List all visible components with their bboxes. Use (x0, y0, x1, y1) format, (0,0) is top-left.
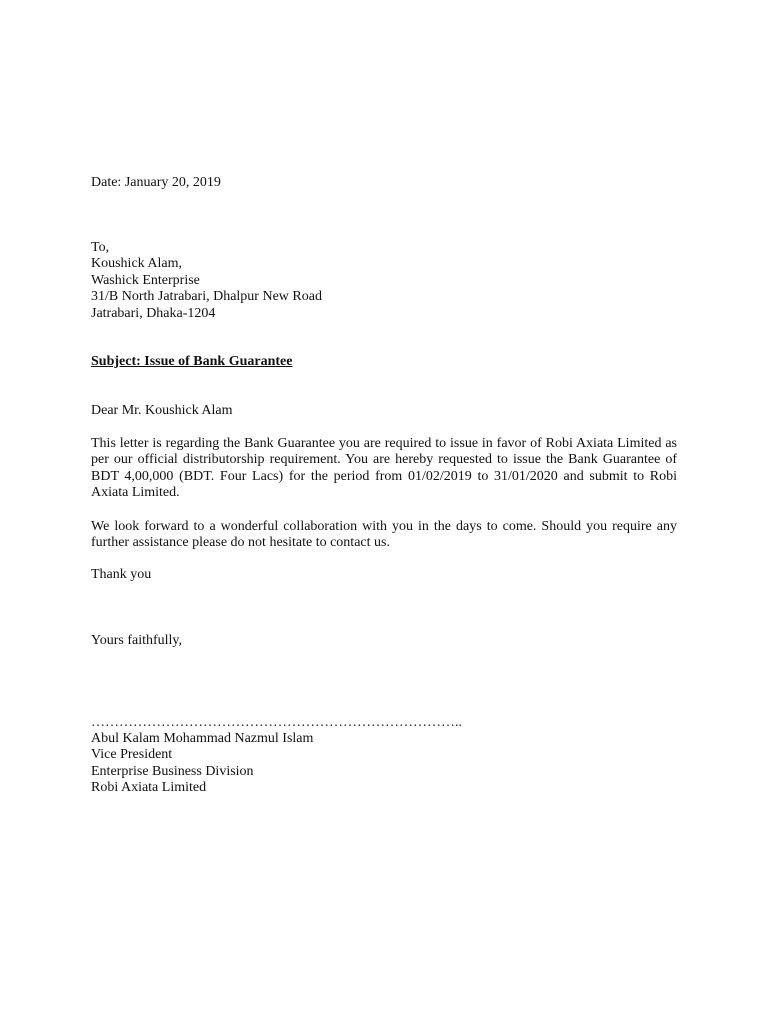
signature-line: …………………………………………………………………….. (91, 715, 462, 730)
recipient-company: Washick Enterprise (91, 272, 200, 288)
letter-paragraph-1: This letter is regarding the Bank Guarantee you are required to issue in favor of Robi Axiata Limited as per our official distributorship requirement. You are hereby requested to issue the Bank Guarantee of BDT 4,00,000 (BDT. Four Lacs) for the period from 01/02/2019 to 31/01/2020 and submit to Robi Axiata Limited. (91, 436, 677, 501)
signatory-title: Vice President (91, 747, 173, 763)
signatory-name: Abul Kalam Mohammad Nazmul Islam (91, 731, 314, 746)
letter-closing: Yours faithfully, (91, 633, 183, 648)
letter-date: Date: January 20, 2019 (91, 175, 221, 190)
signatory-company: Robi Axiata Limited (91, 780, 207, 796)
signatory-block (91, 731, 313, 797)
recipient-address-block (91, 240, 322, 322)
recipient-address-line-1: 31/B North Jatrabari, Dhalpur New Road (91, 289, 322, 305)
recipient-name: Koushick Alam, (91, 256, 182, 272)
letter-thanks: Thank you (91, 567, 152, 582)
letter-paragraph-2: We look forward to a wonderful collaboration with you in the days to come. Should you require any further assistance please do not hesitate to contact us. (91, 519, 677, 551)
signatory-division: Enterprise Business Division (91, 763, 254, 779)
recipient-address-line-2: Jatrabari, Dhaka-1204 (91, 305, 216, 321)
letter-salutation: Dear Mr. Koushick Alam (91, 403, 233, 418)
letter-subject: Subject: Issue of Bank Guarantee (91, 354, 293, 369)
recipient-to: To, (91, 240, 110, 255)
